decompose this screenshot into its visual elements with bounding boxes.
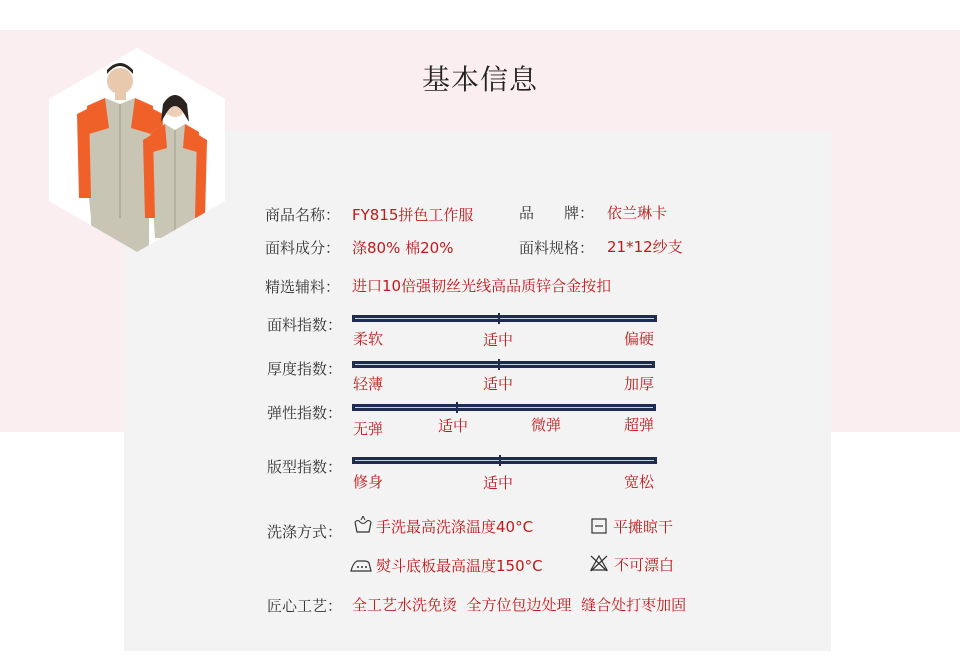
index-fit-marker bbox=[499, 455, 501, 466]
hand-wash-icon bbox=[353, 516, 373, 534]
index-thickness-marker bbox=[498, 359, 500, 370]
page-title: 基本信息 bbox=[421, 63, 538, 96]
craft-value: 全工艺水洗免烫 全方位包边处理 缝合处打枣加固 bbox=[352, 596, 687, 614]
index-fabric-scale-mid: 适中 bbox=[483, 331, 514, 349]
index-fit-scale-mid: 适中 bbox=[483, 474, 514, 492]
wash-item-hand-wash: 手洗最高洗涤温度40°C bbox=[376, 518, 534, 536]
wash-item-dry-flat: 平摊晾干 bbox=[613, 518, 674, 536]
index-elasticity-marker bbox=[456, 402, 458, 413]
no-bleach-icon bbox=[589, 554, 609, 572]
index-thickness-label: 厚度指数： bbox=[267, 360, 343, 378]
wash-label: 洗涤方式： bbox=[267, 523, 343, 541]
index-thickness-scale-high: 加厚 bbox=[624, 375, 655, 393]
wash-item-no-bleach: 不可漂白 bbox=[614, 556, 675, 574]
fabric-value: 涤80% 棉20% bbox=[352, 239, 454, 257]
index-fabric-marker bbox=[498, 313, 500, 324]
index-elasticity-label: 弹性指数： bbox=[267, 404, 343, 422]
brand-label: 品 牌： bbox=[519, 204, 595, 222]
index-thickness-scale-mid: 适中 bbox=[483, 375, 514, 393]
index-fabric-bar bbox=[352, 315, 657, 322]
index-elasticity-scale-1: 无弹 bbox=[353, 420, 384, 438]
spec-value: 21*12纱支 bbox=[607, 238, 683, 256]
dry-flat-icon bbox=[591, 518, 607, 534]
accessory-label: 精选辅料： bbox=[265, 278, 341, 296]
index-elasticity-scale-3: 微弹 bbox=[531, 416, 562, 434]
product-name-label: 商品名称： bbox=[265, 206, 341, 224]
wash-item-iron: 熨斗底板最高温度150°C bbox=[376, 557, 543, 575]
product-name-value: FY815拼色工作服 bbox=[352, 206, 474, 224]
index-elasticity-scale-2: 适中 bbox=[438, 417, 469, 435]
index-fit-label: 版型指数： bbox=[267, 458, 343, 476]
iron-icon bbox=[350, 559, 372, 573]
index-thickness-scale-low: 轻薄 bbox=[353, 375, 384, 393]
index-elasticity-scale-4: 超弹 bbox=[624, 416, 655, 434]
index-elasticity-bar bbox=[352, 404, 656, 411]
index-fabric-scale-high: 偏硬 bbox=[624, 330, 655, 348]
craft-label: 匠心工艺： bbox=[267, 597, 343, 615]
brand-value: 依兰琳卡 bbox=[607, 204, 668, 222]
index-fabric-label: 面料指数： bbox=[267, 316, 343, 334]
index-fit-scale-low: 修身 bbox=[353, 473, 384, 491]
index-fit-scale-high: 宽松 bbox=[624, 473, 655, 491]
index-fabric-scale-low: 柔软 bbox=[353, 330, 384, 348]
index-thickness-bar bbox=[352, 361, 655, 368]
accessory-value: 进口10倍强韧丝光线高品质锌合金按扣 bbox=[352, 277, 612, 295]
spec-label: 面料规格： bbox=[519, 239, 595, 257]
fabric-label: 面料成分： bbox=[265, 239, 341, 257]
product-photo bbox=[47, 48, 227, 252]
index-fit-bar bbox=[352, 457, 657, 464]
